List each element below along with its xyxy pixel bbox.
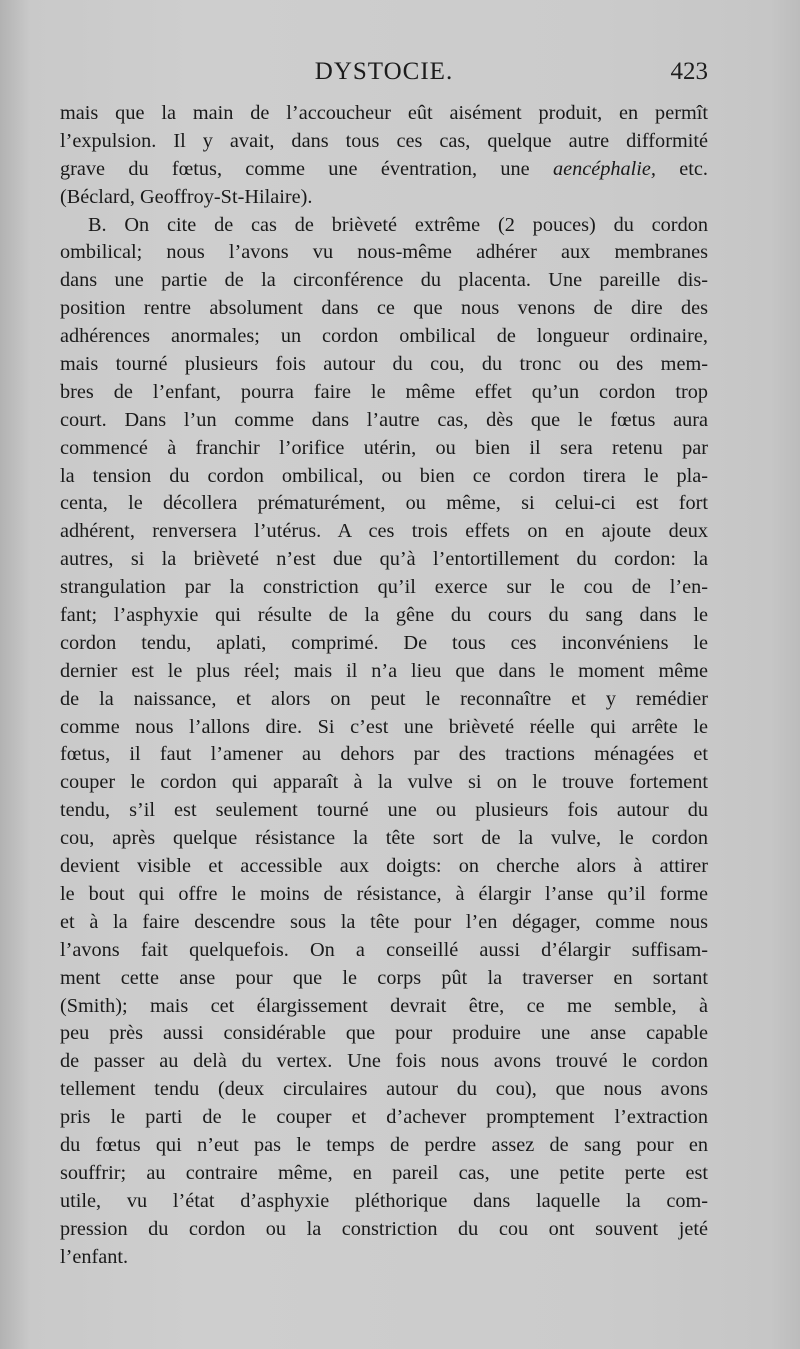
text-line-content: comme nous l’allons dire. Si c’est une brièveté réelle qui arrête le: [60, 715, 708, 738]
text-line-content: (Smith); mais cet élargissement devrait être, ce me semble, à: [60, 994, 708, 1017]
text-line: [60, 825, 708, 853]
text-line-content: adhérent, renversera l’utérus. A ces trois effets on en ajoute deux: [60, 520, 708, 543]
text-line: [60, 797, 708, 825]
text-line-content: (Béclard, Geoffroy-St-Hilaire).: [60, 185, 313, 208]
text-line-content: fœtus, il faut l’amener au dehors par des tractions ménagées et: [60, 743, 708, 766]
text-line: [60, 128, 708, 156]
running-head: [60, 58, 708, 92]
text-line: [60, 1244, 708, 1272]
text-line-content: dans une partie de la circonférence du placenta. Une pareille dis-: [60, 269, 708, 292]
text-line-content: la tension du cordon ombilical, ou bien ce cordon tirera le pla-: [60, 464, 708, 487]
text-line-content: de la naissance, et alors on peut le reconnaître et y remédier: [60, 687, 708, 710]
text-line: [60, 518, 708, 546]
text-line: [60, 602, 708, 630]
text-line-content: et à la faire descendre sous la tête pour l’en dégager, comme nous: [60, 910, 708, 933]
text-line: [60, 1188, 708, 1216]
text-line-content: de passer au delà du vertex. Une fois nous avons trouvé le cordon: [60, 1050, 708, 1073]
text-line-content: pression du cordon ou la constriction du cou ont souvent jeté: [60, 1217, 708, 1240]
text-line-content: ment cette anse pour que le corps pût la traverser en sortant: [60, 966, 708, 989]
text-line-content: fant; l’asphyxie qui résulte de la gêne du cours du sang dans le: [60, 604, 708, 627]
text-line-content: commencé à franchir l’orifice utérin, ou bien il sera retenu par: [60, 436, 708, 459]
text-line: [60, 239, 708, 267]
text-line: [60, 463, 708, 491]
text-line: [60, 1160, 708, 1188]
text-line-content: mais que la main de l’accoucheur eût aisément produit, en permît: [60, 102, 708, 124]
text-line-content: du fœtus qui n’eut pas le temps de perdre assez de sang pour en: [60, 1133, 708, 1156]
text-line: [60, 267, 708, 295]
text-line: [60, 435, 708, 463]
text-line-content: ombilical; nous l’avons vu nous-même adhérer aux membranes: [60, 241, 708, 264]
text-line: [60, 881, 708, 909]
text-line-tail: etc.: [656, 157, 708, 180]
text-line: [60, 490, 708, 518]
text-line: [60, 993, 708, 1021]
text-line: [60, 686, 708, 714]
text-line-content: le bout qui offre le moins de résistance, à élargir l’anse qu’il forme: [60, 882, 708, 905]
text-line-content: souffrir; au contraire même, en pareil cas, une petite perte est: [60, 1161, 708, 1184]
text-line-content: couper le cordon qui apparaît à la vulve si on le trouve fortement: [60, 771, 708, 794]
text-line: [60, 184, 708, 212]
text-line: [60, 1216, 708, 1244]
text-line-content: l’expulsion. Il y avait, dans tous ces cas, quelque autre difformité: [60, 129, 708, 152]
text-line-content: mais tourné plusieurs fois autour du cou, du tronc ou des mem-: [60, 353, 708, 376]
text-line: [60, 1104, 708, 1132]
text-line-content: position rentre absolument dans ce que nous venons de dire des: [60, 297, 708, 320]
text-line: [60, 769, 708, 797]
text-line-content: centa, le décollera prématurément, ou même, si celui-ci est fort: [60, 492, 708, 515]
text-line: [60, 379, 708, 407]
text-line: [60, 630, 708, 658]
text-line-content: adhérences anormales; un cordon ombilical de longueur ordinaire,: [60, 325, 708, 348]
text-line-content: bres de l’enfant, pourra faire le même effet qu’un cordon trop: [60, 380, 708, 403]
italic-term: aencéphalie,: [552, 157, 657, 180]
text-line: [60, 100, 708, 128]
text-line-content: devient visible et accessible aux doigts: on cherche alors à attirer: [60, 855, 708, 878]
text-line: [60, 574, 708, 602]
text-line: [60, 295, 708, 323]
text-line: [60, 407, 708, 435]
text-line: [60, 658, 708, 686]
page-header-title: DYSTOCIE.: [314, 58, 454, 85]
text-line-content: grave du fœtus, comme une éventration, une: [60, 157, 553, 180]
text-line: [60, 937, 708, 965]
text-line: [60, 351, 708, 379]
text-line: [60, 853, 708, 881]
text-line: [60, 323, 708, 351]
text-line-content: cou, après quelque résistance la tête sort de la vulve, le cordon: [60, 827, 708, 850]
text-line: [60, 909, 708, 937]
text-line-content: pris le parti de le couper et d’achever promptement l’extraction: [60, 1106, 708, 1129]
page-number: 423: [670, 58, 708, 85]
text-line: [60, 1076, 708, 1104]
text-line: [60, 546, 708, 574]
text-line-content: tendu, s’il est seulement tourné une ou plusieurs fois autour du: [60, 799, 708, 822]
text-line: [60, 965, 708, 993]
text-line-content: B. On cite de cas de brièveté extrême (2 pouces) du cordon: [88, 213, 708, 236]
body-text: [60, 100, 708, 1271]
text-line-content: l’avons fait quelquefois. On a conseillé aussi d’élargir suffisam-: [60, 938, 708, 961]
text-line: [60, 1132, 708, 1160]
text-line: [60, 741, 708, 769]
text-line: [60, 1020, 708, 1048]
text-line-content: peu près aussi considérable que pour produire une anse capable: [60, 1022, 708, 1045]
text-line-content: l’enfant.: [60, 1245, 129, 1268]
text-line-content: cordon tendu, aplati, comprimé. De tous ces inconvéniens le: [60, 631, 708, 654]
text-line-content: strangulation par la constriction qu’il exerce sur le cou de l’en-: [60, 576, 708, 599]
text-line-content: utile, vu l’état d’asphyxie pléthorique dans laquelle la com-: [60, 1189, 708, 1212]
text-line-content: tellement tendu (deux circulaires autour du cou), que nous avons: [60, 1078, 708, 1101]
text-line-content: autres, si la brièveté n’est due qu’à l’entortillement du cordon: la: [60, 548, 708, 571]
text-line: [60, 1048, 708, 1076]
text-line-content: dernier est le plus réel; mais il n’a lieu que dans le moment même: [60, 659, 708, 682]
text-line: [60, 714, 708, 742]
text-line-content: court. Dans l’un comme dans l’autre cas, dès que le fœtus aura: [60, 408, 708, 431]
text-line: [60, 156, 708, 184]
text-line: [60, 212, 708, 240]
